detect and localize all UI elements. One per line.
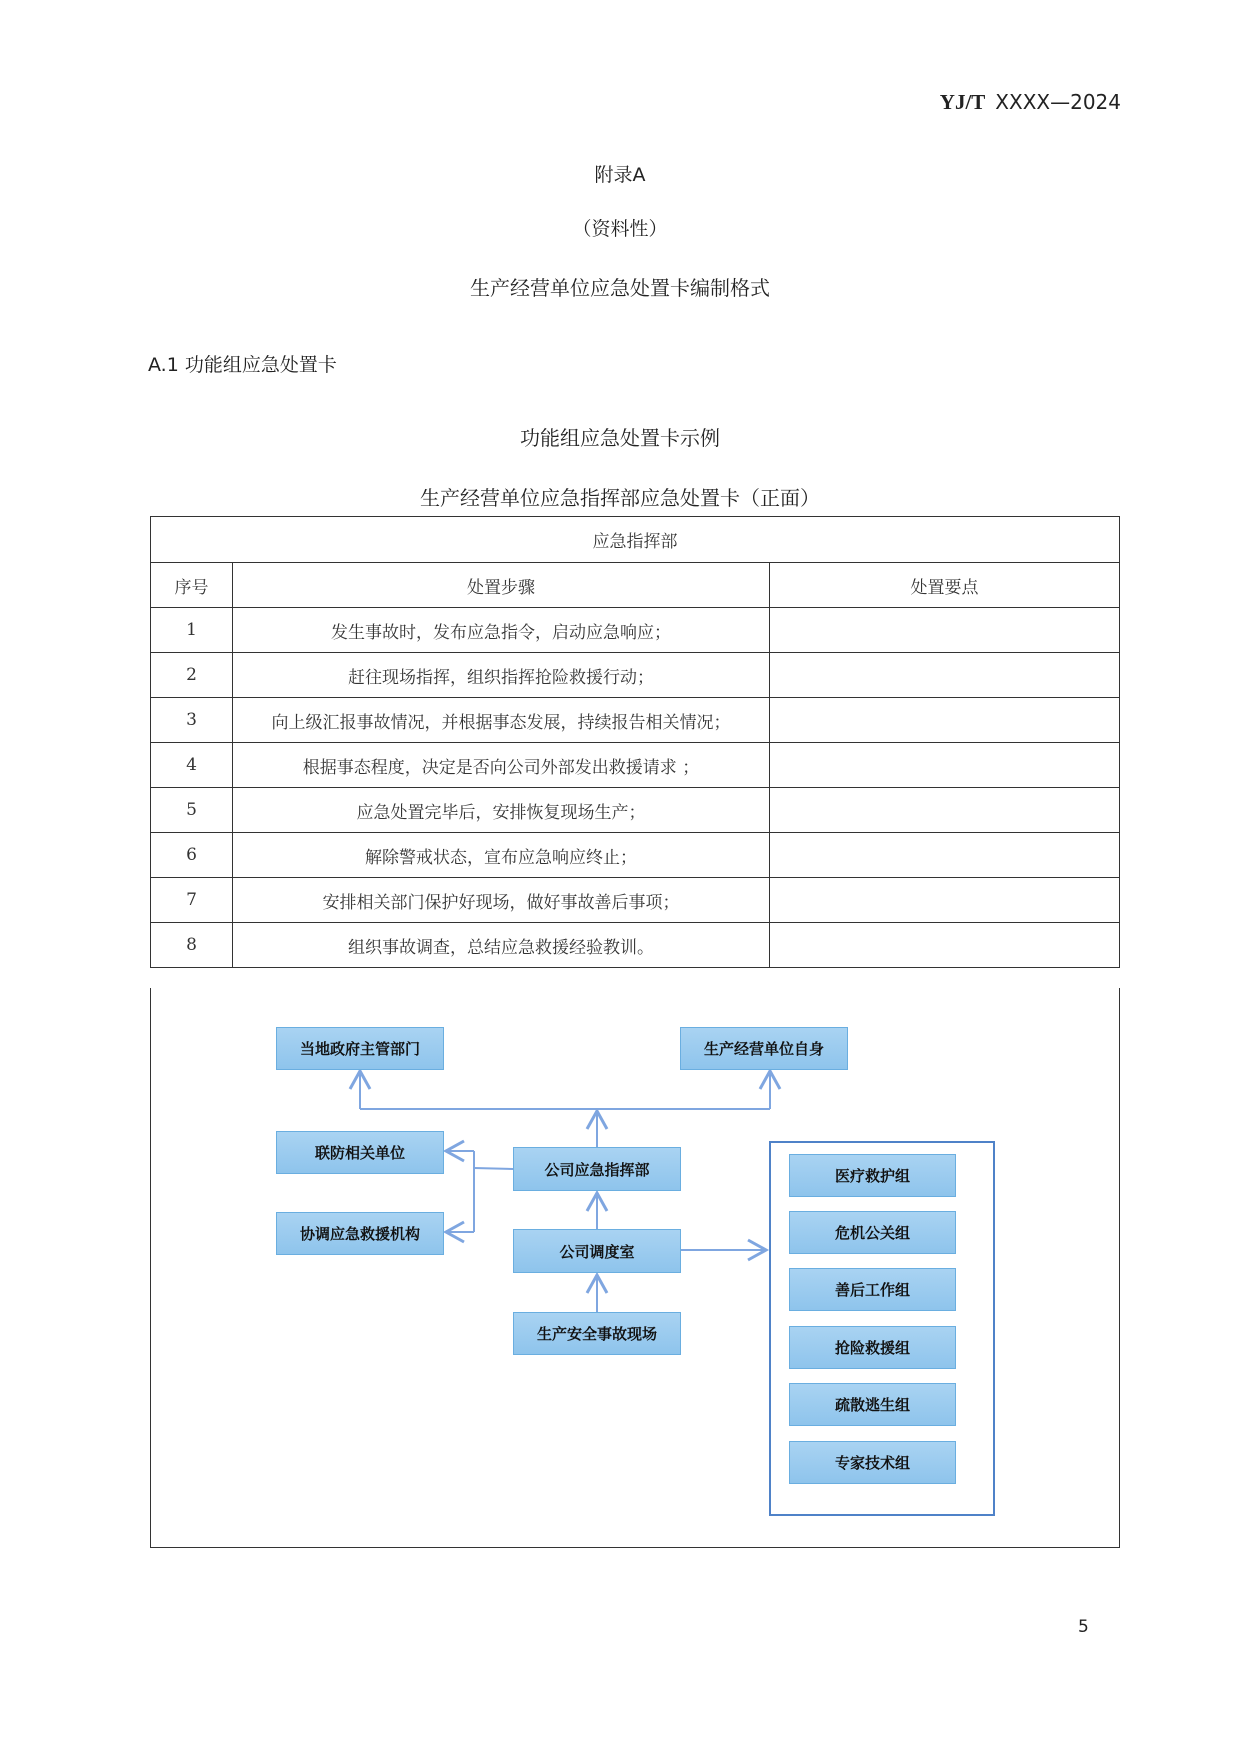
box-self: 生产经营单位自身 [680, 1027, 848, 1070]
row-step: 向上级汇报事故情况，并根据事态发展，持续报告相关情况； [233, 698, 770, 743]
group-header: 应急指挥部 [151, 517, 1120, 563]
command-to-bracket [474, 1168, 513, 1169]
row-number: 5 [151, 788, 233, 833]
code-prefix: YJ/T [939, 90, 986, 114]
row-step: 发生事故时，发布应急指令，启动应急响应； [233, 608, 770, 653]
section-heading: A.1 功能组应急处置卡 [148, 354, 337, 376]
box-group: 医疗救护组 [789, 1154, 956, 1197]
col-header-no: 序号 [151, 563, 233, 608]
col-header-point: 处置要点 [770, 563, 1120, 608]
box-group: 专家技术组 [789, 1441, 956, 1484]
box-group: 善后工作组 [789, 1268, 956, 1311]
row-number: 8 [151, 923, 233, 968]
row-step: 解除警戒状态，宣布应急响应终止； [233, 833, 770, 878]
appendix-title: 生产经营单位应急处置卡编制格式 [470, 276, 770, 300]
row-step: 赶往现场指挥，组织指挥抢险救援行动； [233, 653, 770, 698]
appendix-label: 附录A [594, 164, 646, 186]
row-step: 安排相关部门保护好现场，做好事故善后事项； [233, 878, 770, 923]
row-step: 组织事故调查，总结应急救援经验教训。 [233, 923, 770, 968]
row-number: 4 [151, 743, 233, 788]
row-number: 1 [151, 608, 233, 653]
box-dispatch: 公司调度室 [513, 1229, 681, 1273]
card-title: 生产经营单位应急指挥部应急处置卡（正面） [420, 486, 820, 510]
box-joint: 联防相关单位 [276, 1131, 444, 1174]
page-number: 5 [1078, 1617, 1089, 1637]
row-number: 7 [151, 878, 233, 923]
appendix-nature: （资料性） [572, 218, 668, 240]
row-step: 应急处置完毕后，安排恢复现场生产； [233, 788, 770, 833]
row-number: 2 [151, 653, 233, 698]
row-number: 3 [151, 698, 233, 743]
box-group: 抢险救援组 [789, 1326, 956, 1369]
box-group: 危机公关组 [789, 1211, 956, 1254]
box-gov: 当地政府主管部门 [276, 1027, 444, 1070]
box-coord: 协调应急救援机构 [276, 1212, 444, 1255]
box-group: 疏散逃生组 [789, 1383, 956, 1426]
row-step: 根据事态程度，决定是否向公司外部发出救援请求 ； [233, 743, 770, 788]
col-header-step: 处置步骤 [233, 563, 770, 608]
box-scene: 生产安全事故现场 [513, 1312, 681, 1355]
box-command: 公司应急指挥部 [513, 1147, 681, 1191]
code-number: XXXX—2024 [995, 90, 1121, 114]
row-number: 6 [151, 833, 233, 878]
example-title: 功能组应急处置卡示例 [520, 426, 720, 450]
